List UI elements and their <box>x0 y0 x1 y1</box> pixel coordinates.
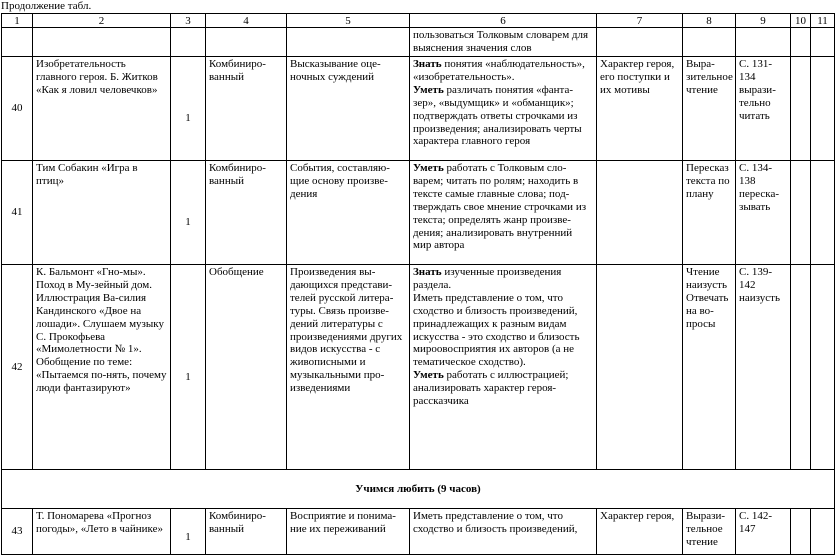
hours-cell: 1 <box>171 161 206 265</box>
lesson-type: Комбиниро-ванный <box>206 161 287 265</box>
content-elements: События, составляю-щие основу произве-дения <box>287 161 410 265</box>
header-cell: 1 <box>2 14 33 28</box>
content-elements: Восприятие и понима-ние их переживаний <box>287 509 410 555</box>
table-row-continuation <box>2 28 835 57</box>
lesson-topic: Т. Пономарева «Прогноз погоды», «Лето в чайнике» <box>33 509 171 555</box>
homework: С. 139-142 наизусть <box>736 265 791 470</box>
table-row-40 <box>2 57 835 161</box>
control-type: Характер героя, <box>597 509 683 555</box>
lesson-type: Комбиниро-ванный <box>206 57 287 161</box>
content-elements: Произведения вы-дающихся представи-телей русской литера-туры. Связь произве-дений литературы с произведениями других видов искусства - с живописными и музыкальными про-изведениями <box>287 265 410 470</box>
requirements-cell: пользоваться Толковым словарем для выяснения значения слов <box>410 28 597 57</box>
requirements-cell: Иметь представление о том, что сходство и близость произведений, <box>410 509 597 555</box>
requirements-cell: Знать изученные произведения раздела. Иметь представление о том, что сходство и близость произведений, принадлежащих к разным видам искусства - это сходство и близость мироовосприятия их авторов (а не тематическое сходство). Уметь работать с иллюстрацией; анализировать характер героя-рассказчика <box>410 265 597 470</box>
lesson-number: 43 <box>2 509 33 555</box>
header-cell: 8 <box>683 14 736 28</box>
lesson-number: 41 <box>2 161 33 265</box>
lesson-topic: К. Бальмонт «Гно-мы». Поход в Му-зейный дом. Иллюстрация Ва-силия Кандинского «Двое на лошади». Слушаем музыку С. Прокофьева «Мимолетности № 1». Обобщение по теме: «Пытаемся по-нять, почему люди фантазируют» <box>33 265 171 470</box>
requirements-cell: Знать понятия «наблюдательность», «изобретательность». Уметь различать понятия «фанта-зер», «выдумщик» и «обманщик»; подтверждать ответы строчками из произведения; анализировать черты характера главного героя <box>410 57 597 161</box>
lesson-topic: Тим Собакин «Игра в птиц» <box>33 161 171 265</box>
activity-type: Чтение наизусть Отвечать на во-просы <box>683 265 736 470</box>
lesson-topic: Изобретательность главного героя. Б. Житков «Как я ловил человечков» <box>33 57 171 161</box>
lesson-number: 42 <box>2 265 33 470</box>
control-type <box>597 161 683 265</box>
lesson-plan-table <box>1 13 835 555</box>
header-row <box>2 14 835 28</box>
homework: С. 134-138 переска-зывать <box>736 161 791 265</box>
header-cell: 3 <box>171 14 206 28</box>
hours-cell: 1 <box>171 509 206 555</box>
content-elements: Высказывание оце-ночных суждений <box>287 57 410 161</box>
section-title: Учимся любить (9 часов) <box>2 470 835 509</box>
section-row <box>2 470 835 509</box>
control-type <box>597 265 683 470</box>
hours-cell: 1 <box>171 57 206 161</box>
header-cell: 5 <box>287 14 410 28</box>
table-row-41 <box>2 161 835 265</box>
requirements-cell: Уметь работать с Толковым сло-варем; читать по ролям; находить в тексте самые главные слова; под-тверждать свое мнение строчками из текста; определять жанр произве-дения; анализировать внутренний мир автора <box>410 161 597 265</box>
activity-type: Вырази-тельное чтение <box>683 509 736 555</box>
control-type: Характер героя, его поступки и их мотивы <box>597 57 683 161</box>
table-row-43 <box>2 509 835 555</box>
header-cell: 6 <box>410 14 597 28</box>
lesson-type: Обобщение <box>206 265 287 470</box>
hours-cell: 1 <box>171 265 206 470</box>
activity-type: Выра-зительное чтение <box>683 57 736 161</box>
header-cell: 2 <box>33 14 171 28</box>
activity-type: Пересказ текста по плану <box>683 161 736 265</box>
table-caption: Продолжение табл. <box>1 0 92 12</box>
lesson-type: Комбиниро-ванный <box>206 509 287 555</box>
header-cell: 10 <box>791 14 811 28</box>
homework: С. 131-134 вырази-тельно читать <box>736 57 791 161</box>
table-row-42 <box>2 265 835 470</box>
homework: С. 142-147 <box>736 509 791 555</box>
header-cell: 11 <box>811 14 835 28</box>
header-cell: 9 <box>736 14 791 28</box>
header-cell: 7 <box>597 14 683 28</box>
lesson-number: 40 <box>2 57 33 161</box>
header-cell: 4 <box>206 14 287 28</box>
